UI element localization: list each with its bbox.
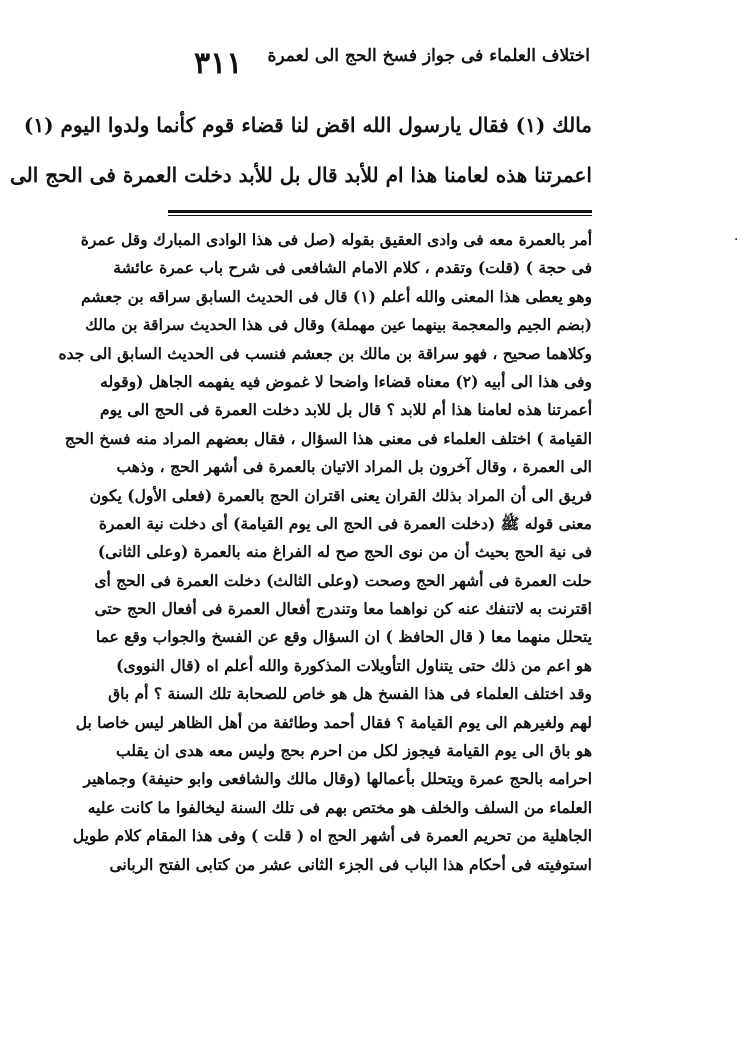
- margin-speck: ·: [734, 232, 739, 248]
- commentary-line: فريق الى أن المراد بذلك القران يعنى اقتران الحج بالعمرة (فعلى الأول) يكون: [89, 485, 592, 505]
- main-text-line: اعمرتنا هذه لعامنا هذا ام للأبد قال بل للأبد دخلت العمرة فى الحج الى: [9, 163, 592, 187]
- page-header: [180, 40, 590, 86]
- commentary-line: العلماء من السلف والخلف هو مختص بهم فى تلك السنة ليخالفوا ما كانت عليه: [87, 797, 592, 817]
- main-hadith-text: [9, 100, 592, 200]
- commentary-text: [58, 226, 592, 879]
- separator-thick-rule: [168, 210, 592, 213]
- commentary-line: احرامه بالحج عمرة ويتحلل بأعمالها (وقال مالك والشافعى وابو حنيفة) وجماهير: [83, 769, 592, 789]
- commentary-line: الى العمرة ، وقال آخرون بل المراد الاتيان بالعمرة فى أشهر الحج ، وذهب: [116, 457, 592, 477]
- commentary-line: القيامة ) اختلف العلماء فى معنى هذا السؤال ، فقال بعضهم المراد منه فسخ الحج: [64, 428, 592, 448]
- commentary-line: فى نية الحج بحيث أن من نوى الحج صح له الفراغ منه بالعمرة (وعلى الثانى): [97, 542, 592, 562]
- commentary-line: أمر بالعمرة معه فى وادى العقيق بقوله (صل فى هذا الوادى المبارك وقل عمرة: [80, 230, 592, 249]
- commentary-line: يتحلل منهما معا ( قال الحافظ ) ان السؤال وقع عن الفسخ والجواب وقع عما: [95, 627, 592, 647]
- commentary-line: حلت العمرة فى أشهر الحج وصحت (وعلى الثالث) دخلت العمرة فى الحج أى: [94, 570, 592, 590]
- commentary-line: وهو يعطى هذا المعنى والله أعلم (١) قال فى الحديث السابق سراقه بن جعشم: [80, 286, 592, 306]
- commentary-line: لهم ولغيرهم الى يوم القيامة ؟ فقال أحمد وطائفة من أهل الظاهر ليس خاصا بل: [75, 712, 592, 732]
- page-number: ٣١١: [194, 46, 243, 81]
- commentary-line: معنى قوله ﷺ (دخلت العمرة فى الحج الى يوم القيامة) أى دخلت نية العمرة: [98, 513, 592, 533]
- commentary-line: أعمرتنا هذه لعامنا هذا أم للابد ؟ قال بل للابد دخلت العمرة فى الحج الى يوم: [99, 400, 592, 420]
- separator-thin-rule: [168, 215, 592, 216]
- commentary-line: فى حجة ) (قلت) وتقدم ، كلام الامام الشافعى فى شرح باب عمرة عائشة: [113, 258, 592, 278]
- commentary-line: هو باق الى يوم القيامة فيجوز لكل من احرم بحج وليس معه هدى ان يقلب: [116, 741, 592, 761]
- commentary-line: (بضم الجيم والمعجمة بينهما عين مهملة) وقال فى هذا الحديث سراقة بن مالك: [85, 315, 592, 335]
- commentary-line: هو اعم من ذلك حتى يتناول التأويلات المذكورة والله أعلم اه (قال النووى): [116, 655, 592, 675]
- commentary-line: الجاهلية من تحريم العمرة فى أشهر الحج اه ( قلت ) وفى هذا المقام كلام طويل: [72, 826, 592, 846]
- running-head: اختلاف العلماء فى جواز فسخ الحج الى لعمرة: [267, 46, 590, 66]
- main-text-line: مالك (١) فقال يارسول الله اقض لنا قضاء قوم كأنما ولدوا اليوم (١): [23, 113, 592, 137]
- commentary-line: وقد اختلف العلماء فى هذا الفسخ هل هو خاص للصحابة تلك السنة ؟ أم باق: [108, 684, 592, 704]
- commentary-line: استوفيته فى أحكام هذا الباب فى الجزء الثانى عشر من كتابى الفتح الربانى: [109, 854, 592, 874]
- commentary-line: وكلاهما صحيح ، فهو سراقة بن مالك بن جعشم فنسب فى الحديث السابق الى جده: [58, 343, 592, 363]
- commentary-line: اقترنت به لاتنفك عنه كن نواهما معا وتندرج أفعال العمرة فى أفعال الحج حتى: [94, 599, 592, 619]
- section-separator: [168, 210, 592, 216]
- commentary-line: وفى هذا الى أبيه (٢) معناه قضاءا واضحا لا غموض فيه يفهمه الجاهل (وقوله: [100, 371, 592, 391]
